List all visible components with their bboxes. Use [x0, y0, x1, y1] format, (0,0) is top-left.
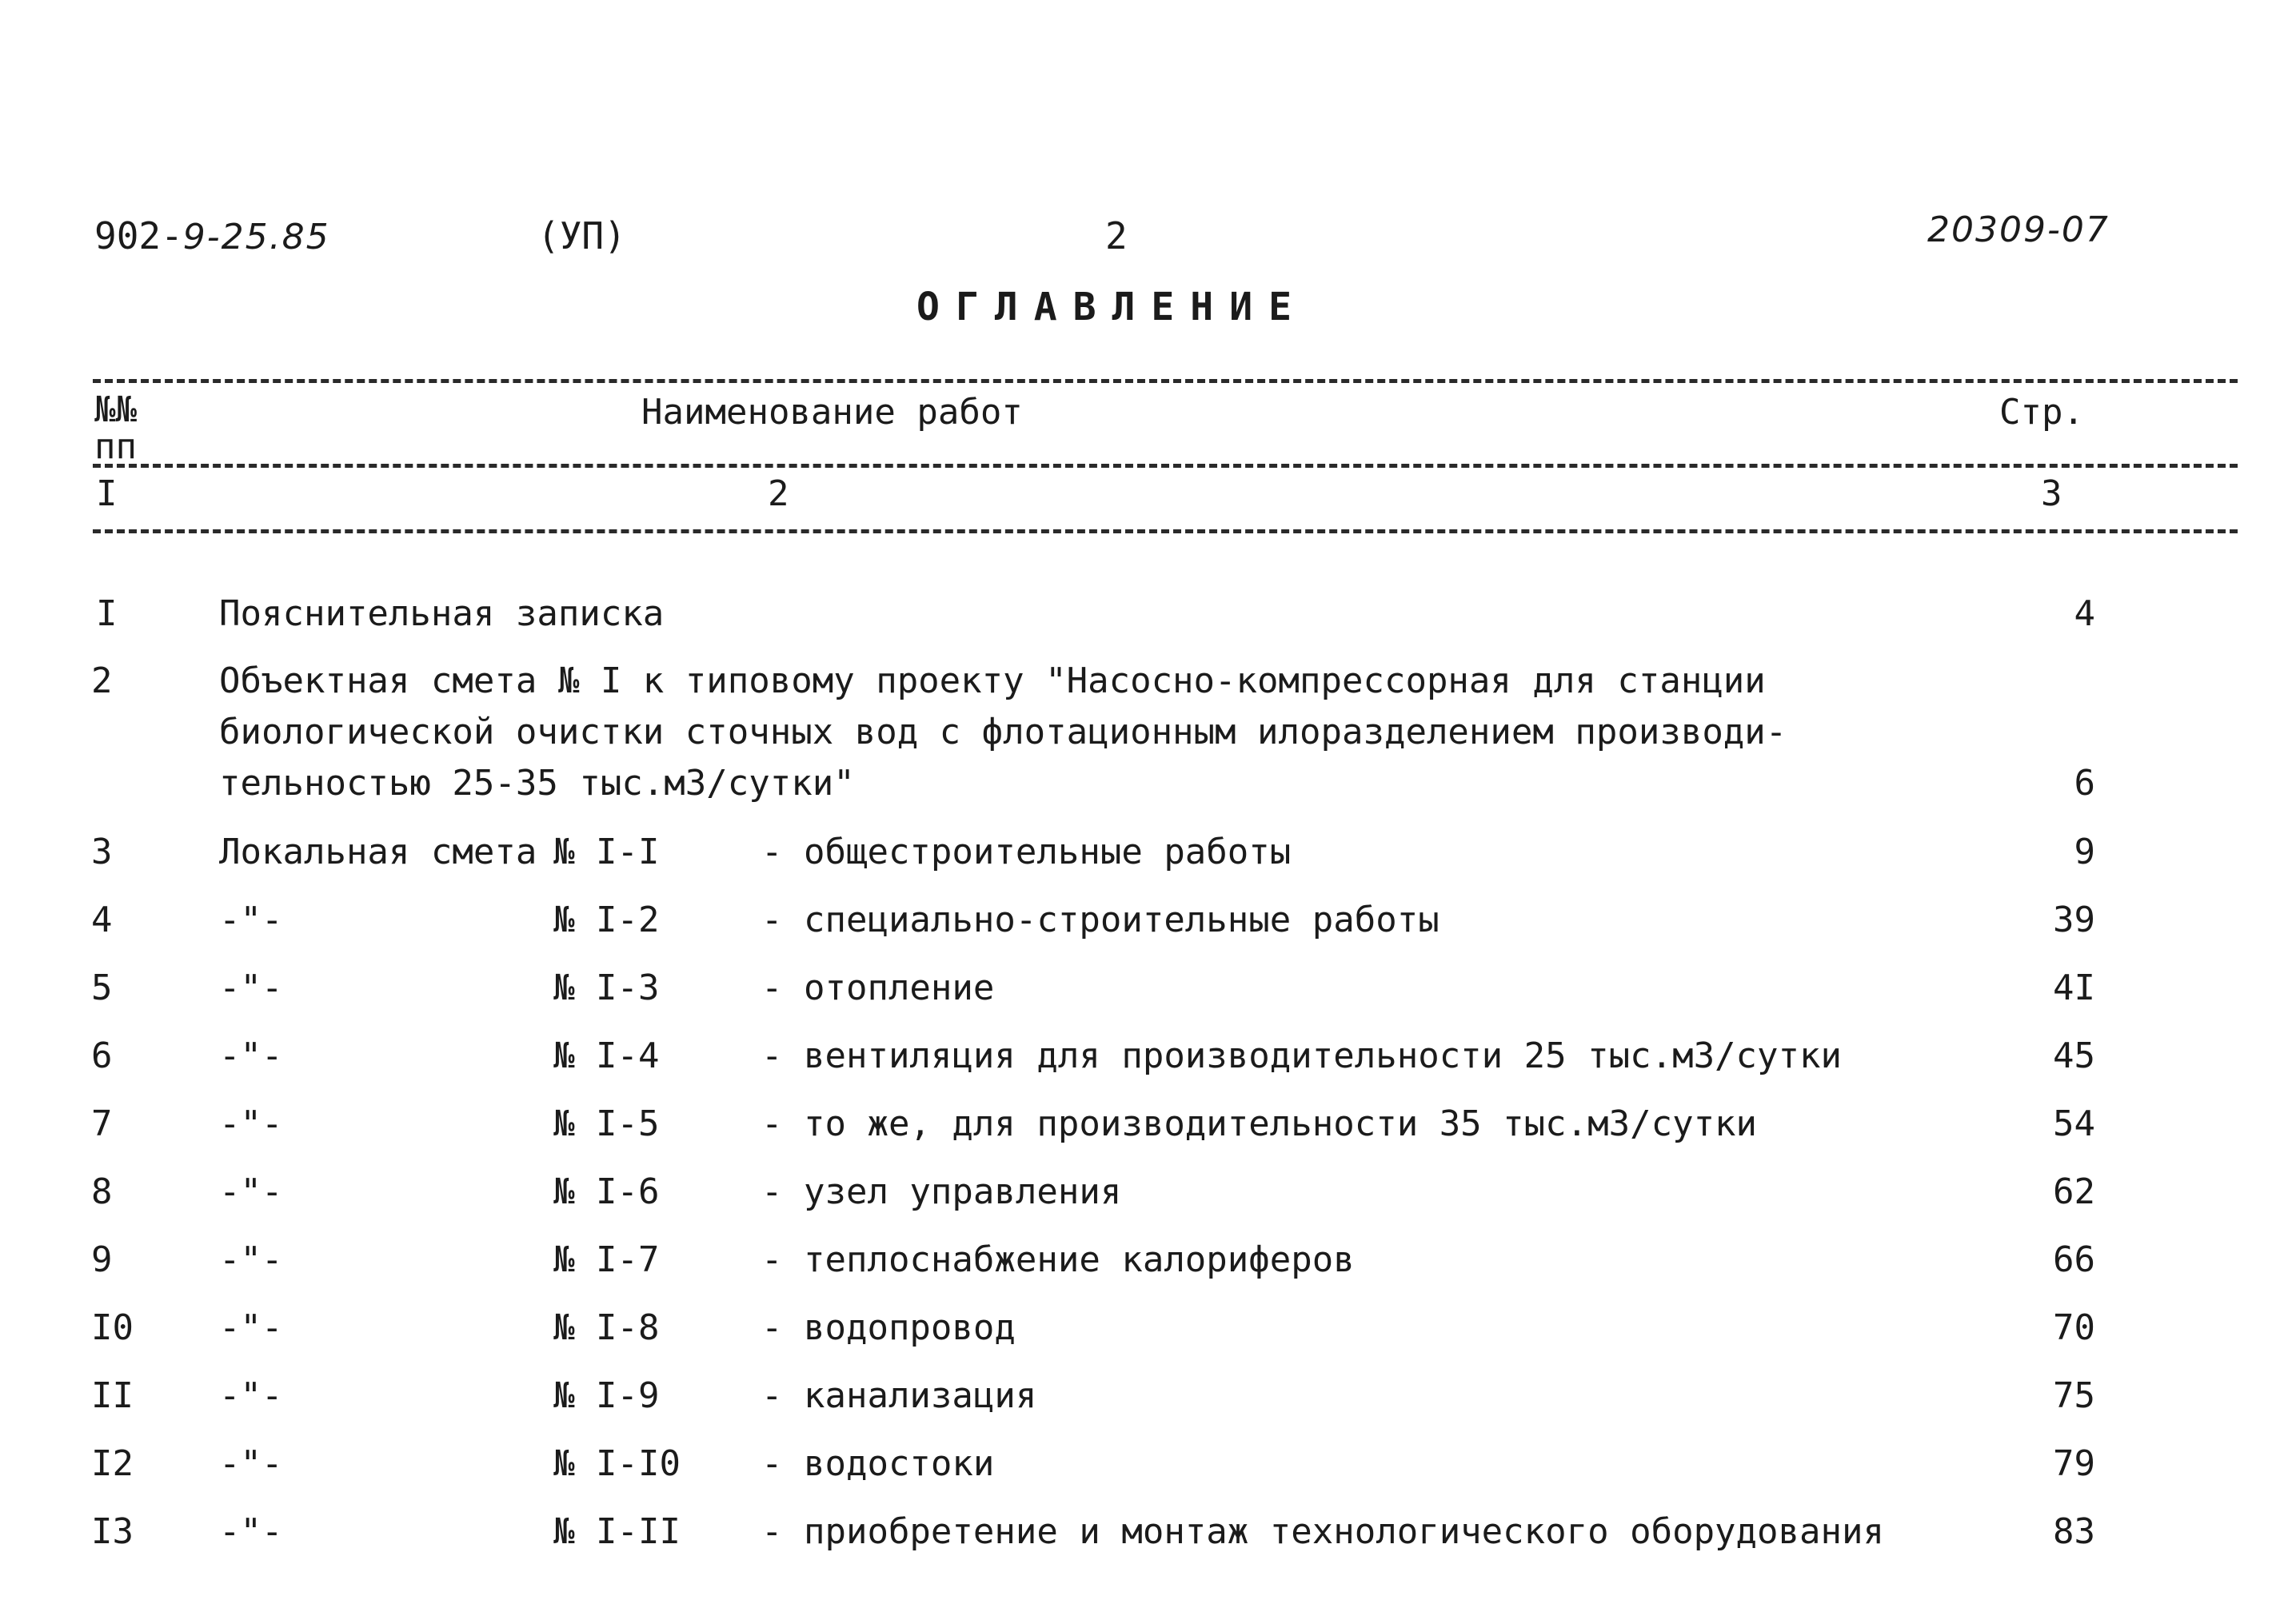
row-page: 39 — [2053, 900, 2095, 940]
dashed-rule — [93, 529, 2238, 533]
col-index-1: I — [96, 473, 118, 514]
row-number: 2 — [91, 660, 113, 701]
row-code: № I-II — [553, 1511, 681, 1552]
row-number: 6 — [91, 1035, 113, 1076]
row-number: 8 — [91, 1171, 113, 1212]
row-description: - специально-строительные работы — [761, 900, 1439, 940]
page-number: 2 — [1105, 214, 1128, 257]
row-page: 70 — [2053, 1307, 2095, 1348]
row-code: № I-6 — [553, 1171, 660, 1212]
col-number-header-line1: №№ — [94, 389, 137, 430]
row-page: 6 — [2074, 763, 2095, 804]
row-number: I0 — [91, 1307, 134, 1348]
row-code: № I-8 — [553, 1307, 660, 1348]
row-description: - вентиляция для производительности 25 тыс.м3/сутки — [761, 1035, 1843, 1076]
row-name: -"- — [219, 1035, 283, 1076]
row-description: - водопровод — [761, 1307, 1016, 1348]
col-index-3: 3 — [2041, 473, 2062, 514]
row-code: № I-I — [553, 832, 660, 872]
row-title — [219, 656, 1787, 809]
row-number: 3 — [91, 832, 113, 872]
doc-number: 20309-07 — [1927, 209, 2110, 250]
row-description: - канализация — [761, 1375, 1037, 1416]
row-page: 62 — [2053, 1171, 2095, 1212]
doc-code — [94, 214, 330, 257]
row-code: № I-9 — [553, 1375, 660, 1416]
row-number: I3 — [91, 1511, 134, 1552]
row-name: -"- — [219, 900, 283, 940]
row-code: № I-2 — [553, 900, 660, 940]
row-description: - отопление — [761, 968, 995, 1008]
row-page: 4 — [2074, 593, 2095, 634]
row-number: 4 — [91, 900, 113, 940]
row-number: I — [96, 593, 118, 634]
volume-label: (УП) — [537, 214, 626, 257]
row-page: 54 — [2053, 1103, 2095, 1144]
row-description: - водостоки — [761, 1443, 995, 1484]
col-page-header: Стр. — [1999, 392, 2084, 433]
row-number: 5 — [91, 968, 113, 1008]
row-name: Локальная смета — [219, 832, 537, 872]
row-name: -"- — [219, 1239, 283, 1280]
row-description: - то же, для производительности 35 тыс.м3/сутки — [761, 1103, 1758, 1144]
col-index-2: 2 — [768, 473, 789, 514]
col-name-header: Наименование работ — [641, 392, 1023, 433]
row-title-line: Объектная смета № I к типовому проекту "Насосно-компрессорная для станции — [219, 660, 1766, 701]
doc-code-prefix: 902- — [94, 214, 183, 257]
row-page: 9 — [2074, 832, 2095, 872]
dashed-rule — [93, 464, 2238, 468]
row-name: -"- — [219, 968, 283, 1008]
col-number-header-line2: пп — [94, 426, 137, 467]
row-title-line: биологической очистки сточных вод с флотационным илоразделением производи- — [219, 712, 1787, 752]
row-description: - узел управления — [761, 1171, 1122, 1212]
row-page: 75 — [2053, 1375, 2095, 1416]
row-description: - теплоснабжение калориферов — [761, 1239, 1355, 1280]
row-page: 66 — [2053, 1239, 2095, 1280]
col-number-header — [94, 389, 137, 467]
row-name: -"- — [219, 1171, 283, 1212]
row-description: - общестроительные работы — [761, 832, 1292, 872]
row-page: 4I — [2053, 968, 2095, 1008]
row-name: -"- — [219, 1307, 283, 1348]
row-number: 7 — [91, 1103, 113, 1144]
row-number: II — [91, 1375, 134, 1416]
row-description: - приобретение и монтаж технологического оборудования — [761, 1511, 1884, 1552]
row-code: № I-7 — [553, 1239, 660, 1280]
row-name: -"- — [219, 1443, 283, 1484]
dashed-rule — [93, 379, 2238, 383]
row-name: -"- — [219, 1103, 283, 1144]
page-title: ОГЛАВЛЕНИЕ — [916, 285, 1308, 329]
row-title-line: тельностью 25-35 тыс.м3/сутки" — [219, 763, 855, 804]
row-page: 83 — [2053, 1511, 2095, 1552]
row-page: 45 — [2053, 1035, 2095, 1076]
row-code: № I-3 — [553, 968, 660, 1008]
row-name: -"- — [219, 1375, 283, 1416]
row-code: № I-I0 — [553, 1443, 681, 1484]
row-title: Пояснительная записка — [219, 593, 665, 634]
row-name: -"- — [219, 1511, 283, 1552]
row-number: 9 — [91, 1239, 113, 1280]
row-code: № I-4 — [553, 1035, 660, 1076]
row-page: 79 — [2053, 1443, 2095, 1484]
row-code: № I-5 — [553, 1103, 660, 1144]
doc-code-handwritten: 9-25.85 — [182, 217, 330, 257]
row-number: I2 — [91, 1443, 134, 1484]
